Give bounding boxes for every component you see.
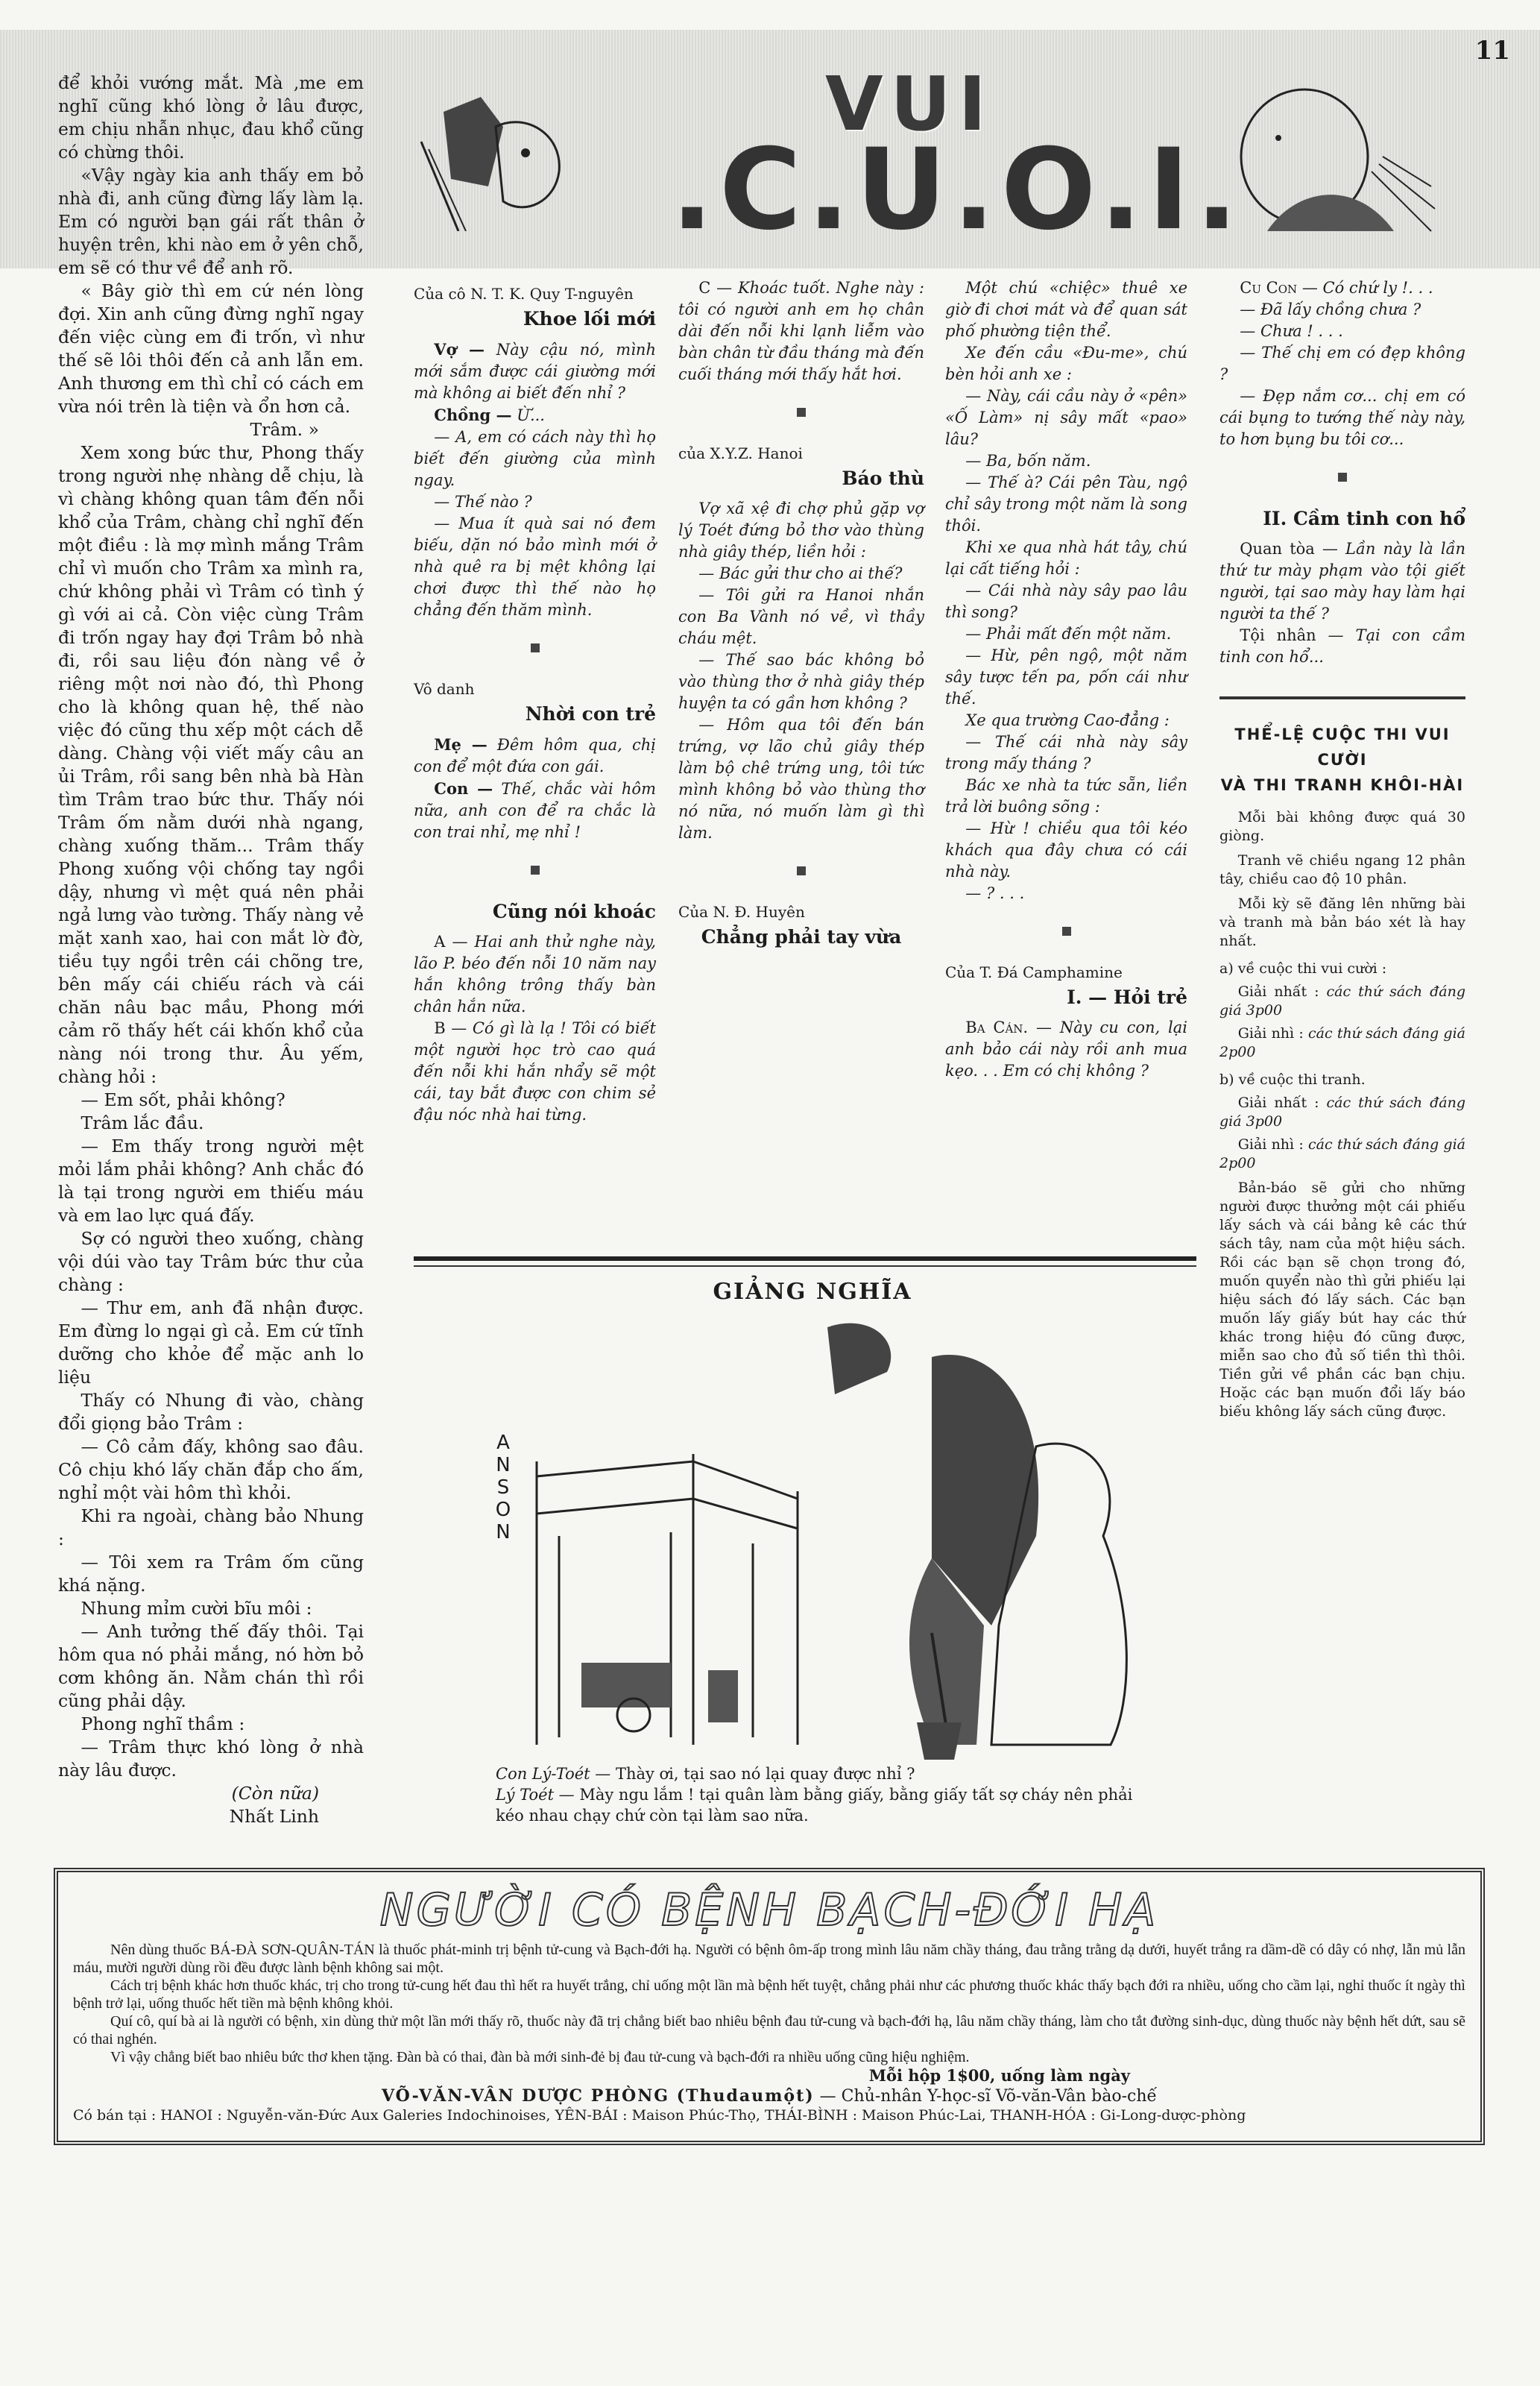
- continued-note: (Còn nữa): [231, 1783, 319, 1804]
- ad-body: [58, 1941, 1480, 2066]
- prize-text: các thứ sách đáng giá 3p00: [1219, 983, 1466, 1019]
- ad-paragraph: Quí cô, quí bà ai là người có bệnh, xin dùng thử một lần mới thấy rõ, thuốc này đã trị chẳng biết bao nhiêu bệnh đau tử-cung và bạch-đới hạ, lâu năm chầy tháng, làm cho tắt đường sinh-dục, dùng thuốc này bệnh hết dứt, sau sẽ có thai nghén.: [73, 2013, 1465, 2047]
- rules-paragraph: Bản-báo sẽ gửi cho những người được thưởng một cái phiếu lấy sách và cái bảng kê các thứ sách tây, nam của một hiệu sách. Rồi các bạn sẽ chọn trong đó, muốn quyển nào thì gửi phiếu lại hiệu sách đó lấy sách. Các bạn muốn lấy giấy bút hay các thứ khác trong hiệu đó cũng được, miễn sao cho đủ số tiền thì thôi. Tiền gửi về phần các bạn chịu. Hoặc các bạn muốn đổi lấy báo biếu không lấy sách cũng được.: [1219, 1180, 1465, 1420]
- joke-title: Báo thù: [842, 468, 924, 489]
- story-paragraph: — Cô cảm đấy, không sao đâu. Cô chịu khó lấy chăn đắp cho ấm, nghỉ một vài hôm thì khỏi.: [58, 1436, 364, 1503]
- speaker: C —: [698, 279, 733, 297]
- ad-paragraph: Nên dùng thuốc BÁ-ĐÀ SƠN-QUÂN-TÁN là thuốc phát-minh trị bệnh tử-cung và Bạch-đới hạ. Người có bệnh ôm-ấp trong mình lâu năm chầy tháng, đau trằng trằng dạ dưới, huyết trắng ra dầm-dề có dây có nhợ, lẫn mủ lẫn máu, mười người dùng rồi đều được lành bệnh không sai một.: [73, 1942, 1465, 1976]
- joke-title: II. Cầm tinh con hổ: [1263, 508, 1465, 529]
- ad-retailers: Có bán tại : HANOI : Nguyễn-văn-Đức Aux Galeries Indochinoises, YÊN-BÁI : Maison Phúc-Thọ, THÁI-BÌNH : Maison Phúc-Lai, THANH-HÓA : Gi-Long-dược-phòng: [73, 2107, 1246, 2124]
- caption-line: Mày ngu lắm ! tại quân làm bằng giấy, bằng giấy tất sợ cháy nên phải kéo nhau chạy chứ còn tại làm sao nữa.: [496, 1786, 1133, 1825]
- joke-line: Có gì là lạ ! Tôi có biết một người học trò cao quá đến nỗi khi hắn nhẩy sẽ một cái, tay bắt được con chim sẻ đậu nóc nhà hai từng.: [414, 1019, 656, 1124]
- joke-byline: Của cô N. T. K. Quy T-nguyên: [414, 285, 634, 303]
- rules-section-heading: a) về cuộc thi vui cười :: [1219, 960, 1387, 977]
- joke-line: Thế, chắc vài hôm nữa, anh con để ra chắc là con trai nhỉ, mẹ nhỉ !: [414, 780, 656, 841]
- joke-line: Tại con cầm tinh con hổ...: [1219, 626, 1465, 666]
- section-title-main: .C.U.O.I.: [671, 125, 1244, 255]
- joke-byline: Vô danh: [414, 680, 475, 698]
- joke-line: — Phải mất đến một năm.: [965, 625, 1172, 643]
- story-paragraph: Sợ có người theo xuống, chàng vội dúi vào tay Trâm bức thư của chàng :: [58, 1228, 364, 1295]
- speaker: Chồng —: [434, 406, 512, 424]
- joke-line: — Đã lấy chồng chưa ?: [1240, 300, 1421, 318]
- joke-line: — Hôm qua tôi đến bán trứng, vợ lão chủ giây thép làm bộ chê trứng ung, tôi tức mình không bỏ vào thùng thơ nó nữa, nó muốn làm gì thì làm.: [678, 716, 924, 842]
- joke-title: I. — Hỏi trẻ: [1067, 986, 1187, 1008]
- joke-line: Lần này là lần thứ tư mày phạm vào tội giết người, tại sao mày hay làm hại người ta thế ?: [1219, 540, 1465, 623]
- joke-line: — Hừ, pên ngộ, một năm sây tược tến pa, pốn cái như thế.: [945, 646, 1187, 708]
- caption-speaker: Lý Toét —: [496, 1786, 575, 1804]
- speaker: A —: [434, 933, 468, 951]
- story-paragraph: Nhung mỉm cười bĩu môi :: [81, 1598, 312, 1619]
- joke-line: — Này, cái cầu này ở «pên» «Ố Làm» nị sây mất «pao» lâu?: [945, 387, 1187, 448]
- joke-line: Vợ xã xệ đi chợ phủ gặp vợ lý Toét đứng bỏ thơ vào thùng nhà giây thép, liền hỏi :: [678, 500, 924, 561]
- page-number: 11: [1474, 36, 1510, 66]
- jokes-column-1: [414, 277, 656, 1126]
- contest-rules-title: [1219, 722, 1465, 798]
- rules-paragraph: Mỗi kỳ sẽ đăng lên những bài và tranh mà bản báo xét là hay nhất.: [1219, 895, 1465, 949]
- story-paragraph: — Anh tưởng thế đấy thôi. Tại hôm qua nó phải mắng, nó hờn bỏ cơm không ăn. Nằm chán thì rồi cũng phải dậy.: [58, 1621, 364, 1711]
- joke-line: — Mua ít quà sai nó đem biếu, dặn nó bảo mình mới ở nhà quê ra bị mệt không lại chơi được thì thế nào họ chẳng đến thăm mình.: [414, 514, 656, 619]
- joke-line: Này cậu nó, mình mới sắm được cái giường mới mà không ai biết đến nhỉ ?: [414, 341, 656, 402]
- joke-line: — Đẹp nắm cơ... chị em có cái bụng to tướng thế này này, to hơn bụng bu tôi cơ...: [1219, 387, 1465, 448]
- contest-rules-title-line: THỂ-LỆ CUỘC THI VUI CƯỜI: [1234, 725, 1451, 769]
- joke-line: — Thế cái nhà này sây trong mấy tháng ?: [945, 733, 1187, 772]
- separator-dingbat: [414, 639, 656, 661]
- speaker: Mẹ —: [434, 735, 487, 754]
- story-paragraph: Phong nghĩ thầm :: [81, 1713, 245, 1734]
- cartoon-top-rule: [414, 1256, 1196, 1261]
- prize-text: các thứ sách đáng giá 2p00: [1219, 1136, 1465, 1171]
- joke-line: — Ba, bốn năm.: [965, 452, 1091, 470]
- prize-text: các thứ sách đáng giá 3p00: [1219, 1095, 1466, 1130]
- separator-dingbat: [414, 861, 656, 883]
- joke-line: — Bác gửi thư cho ai thế?: [698, 564, 903, 582]
- separator-dingbat: [678, 862, 924, 884]
- prize-text: các thứ sách đáng giá 2p00: [1219, 1025, 1465, 1060]
- advertisement-box: [54, 1868, 1485, 2145]
- speaker: Cu Con —: [1240, 279, 1318, 297]
- rules-section-heading: b) về cuộc thi tranh.: [1219, 1071, 1366, 1088]
- joke-line: Xe đến cầu «Đu-me», chú bèn hỏi anh xe :: [945, 344, 1187, 383]
- separator-dingbat: [678, 403, 924, 425]
- joke-line: Khoác tuốt. Nghe này : tôi có người anh em họ chân dài đến nỗi khi lạnh liễm vào bàn chân từ đầu tháng mà đến cuối tháng mới thấy hắt hơi.: [678, 279, 924, 383]
- story-paragraph: — Tôi xem ra Trâm ốm cũng khá nặng.: [58, 1552, 364, 1596]
- letter-signature: Trâm. »: [250, 419, 319, 440]
- prize-label: Giải nhất :: [1237, 983, 1319, 1000]
- story-paragraph: Khi ra ngoài, chàng bảo Nhung :: [58, 1505, 364, 1549]
- ad-paragraph: Vì vậy chẳng biết bao nhiêu bức thơ khen tặng. Đàn bà có thai, đàn bà mới sinh-đẻ bị đau tử-cung và bạch-đới ra nhiều uống cũng hiệu nghiệm.: [110, 2049, 970, 2065]
- joke-line: — Chưa ! . . .: [1240, 322, 1343, 340]
- rules-paragraph: Mỗi bài không được quá 30 giòng.: [1219, 809, 1465, 844]
- joke-line: — ? . . .: [965, 884, 1025, 902]
- cartoon-illustration: [514, 1312, 1155, 1760]
- speaker: Vợ —: [434, 340, 485, 359]
- separator-dingbat: [945, 922, 1187, 944]
- story-paragraph: — Em thấy trong người mệt mỏi lắm phải không? Anh chắc đó là tại trong người em thiếu máu và em lao lực quá đấy.: [58, 1136, 364, 1226]
- ad-price: Mỗi hộp 1$00, uống làm ngày: [868, 2066, 1130, 2085]
- story-paragraph: — Thư em, anh đã nhận được. Em đừng lo ngại gì cả. Em cứ tĩnh dưỡng cho khỏe để mặc anh lo liệu: [58, 1297, 364, 1388]
- header-cartoon-right: [1222, 82, 1446, 239]
- joke-line: Có chứ ly !. . .: [1322, 279, 1433, 297]
- rules-paragraph: Tranh vẽ chiều ngang 12 phân tây, chiều cao độ 10 phân.: [1219, 852, 1465, 887]
- ad-paragraph: Cách trị bệnh khác hơn thuốc khác, trị cho trong tử-cung hết đau thì hết ra huyết trắng, chỉ uống một lần mà bệnh hết tuyệt, chẳng phải như các phương thuốc khác thấy bạch đới ra nhiều, uống cho cầm lại, nghỉ thuốc ít ngày thì bệnh trở lại, uống thuốc hết tiền mà bệnh không khỏi.: [73, 1977, 1465, 2012]
- joke-title: Nhời con trẻ: [525, 703, 656, 725]
- section-title-top: VUI: [825, 60, 994, 148]
- story-paragraph: Thấy có Nhung đi vào, chàng đổi giọng bảo Trâm :: [58, 1390, 364, 1434]
- contest-rules-body: [1219, 808, 1465, 1421]
- section-divider: [1219, 696, 1465, 699]
- cartoon-caption: [496, 1763, 1152, 1826]
- joke-line: — Tôi gửi ra Hanoi nhắn con Ba Vành nó về, vì thầy cháu mệt.: [678, 586, 924, 647]
- joke-line: — Hừ ! chiều qua tôi kéo khách qua đây chưa có cái nhà này.: [945, 819, 1187, 881]
- joke-line: Một chú «chiệc» thuê xe giờ đi chơi mát và để quan sát phố phường tiện thể.: [945, 279, 1187, 340]
- joke-byline: của X.Y.Z. Hanoi: [678, 444, 803, 462]
- speaker: Con —: [434, 779, 493, 798]
- joke-byline: Của N. Đ. Huyên: [678, 903, 805, 921]
- cartoon-title: GIẢNG NGHĨA: [713, 1279, 912, 1305]
- story-paragraph: Trâm lắc đầu.: [81, 1112, 204, 1133]
- story-paragraph: Xem xong bức thư, Phong thấy trong người nhẹ nhàng dễ chịu, là vì chàng không quan tâm đến nỗi khổ của Trâm, chàng chỉ nghĩ đến một điều : là mợ mình mắng Trâm chỉ vì muốn cho Trâm xa mình ra, chứ không phải vì Trâm có tình ý gì với ai cả. Còn việc cùng Trâm đi trốn ngay hay đợi Trâm bỏ nhà đi, rồi sau liệu đón nàng về ở riêng một nơi nào đó, thì Phong cho là không quan hệ, thế nào việc đó cũng thu xếp một cách dễ dàng. Chàng vội viết mấy câu an ủi Trâm, rồi sang bên nhà bà Hàn tìm Trâm trao bức thư. Thấy nói Trâm ốm nằm dưới nhà ngang, chàng xuống thăm... Trâm thấy Phong xuống vội chống tay ngồi dậy, nhưng vì mệt quá nên phải ngả lưng vào tường. Thấy nàng vẻ mặt xanh xao, hai con mắt lờ đờ, tiều tụy ngồi trên cái chõng tre, bên mấy cái chiếu rách và cái chăn nâu bạc mầu, Phong mới cảm rõ thấy hết cái khốn khổ của nàng nói trong thư. Âu yếm, chàng hỏi :: [58, 442, 364, 1087]
- cartoon-top-rule-thin: [414, 1265, 1196, 1267]
- joke-line: Hai anh thử nghe này, lão P. béo đến nỗi 10 năm nay hắn không trông thấy bàn chân hắn nữa.: [414, 933, 656, 1016]
- speaker: Tội nhân —: [1240, 626, 1344, 644]
- speaker: Ba Cán. —: [965, 1019, 1052, 1036]
- story-author: Nhất Linh: [229, 1806, 319, 1827]
- prize-label: Giải nhất :: [1237, 1095, 1319, 1111]
- joke-line: — Thế nào ?: [434, 493, 532, 511]
- jokes-column-3: [945, 277, 1187, 1082]
- joke-title: Khoe lối mới: [523, 308, 656, 330]
- caption-speaker: Con Lý-Toét —: [496, 1765, 611, 1783]
- story-paragraph: « Bây giờ thì em cứ nén lòng đợi. Xin anh cũng đừng nghĩ ngay đến việc cùng em đi trốn, vì như thế sẽ lôi thôi đến cả anh lẫn em. Anh thương em thì chỉ có cách em vừa nói trên là tiện và ổn hơn cả.: [58, 280, 364, 417]
- header-cartoon-left: [414, 82, 608, 231]
- ad-headline: NGƯỜI CÓ BỆNH BẠCH-ĐỚI HẠ: [379, 1884, 1159, 1936]
- jokes-column-4: [1219, 277, 1465, 1421]
- joke-line: Ừ...: [517, 406, 545, 424]
- ad-maker-owner: — Chủ-nhân Y-học-sĩ Võ-văn-Vân bào-chế: [819, 2087, 1158, 2106]
- joke-line: — Thế à? Cái pên Tàu, ngộ chỉ sây trong một năm là song thôi.: [945, 473, 1187, 535]
- ad-maker-name: VÕ-VĂN-VÂN DƯỢC PHÒNG (Thudaumột): [381, 2086, 815, 2106]
- cartoon-signature: ANSON: [495, 1432, 511, 1543]
- joke-line: Xe qua trường Cao-đẳng :: [965, 711, 1170, 729]
- joke-line: Này cu con, lại anh bảo cái này rồi anh mua kẹo. . . Em có chị không ?: [945, 1019, 1187, 1080]
- joke-line: Bác xe nhà ta tức sẵn, liền trả lời buông sõng :: [945, 776, 1187, 816]
- speaker: B —: [434, 1019, 467, 1037]
- joke-line: — Thế chị em có đẹp không ?: [1219, 344, 1465, 383]
- story-paragraph: — Em sốt, phải không?: [81, 1089, 285, 1110]
- story-paragraph: — Trâm thực khó lòng ở nhà này lâu được.: [58, 1737, 364, 1781]
- separator-dingbat: [1219, 468, 1465, 490]
- prize-label: Giải nhì :: [1237, 1025, 1304, 1042]
- contest-rules-title-line: VÀ THI TRANH KHÔI-HÀI: [1220, 776, 1465, 794]
- joke-line: Đêm hôm qua, chị con để một đứa con gái.: [414, 736, 656, 775]
- speaker: Quan tòa —: [1240, 540, 1338, 558]
- ad-maker: [58, 2086, 1480, 2106]
- jokes-column-2: [678, 277, 924, 957]
- joke-line: — Cái nhà này sây pao lâu thì song?: [945, 582, 1187, 621]
- joke-title: Chẳng phải tay vừa: [701, 926, 902, 948]
- joke-title: Cũng nói khoác: [492, 901, 656, 922]
- joke-byline: Của T. Đá Camphamine: [945, 963, 1123, 981]
- prize-label: Giải nhì :: [1237, 1136, 1304, 1153]
- story-column: [58, 72, 364, 1828]
- story-paragraph: «Vậy ngày kia anh thấy em bỏ nhà đi, anh cũng đừng lấy làm lạ. Em có người bạn gái rất thân ở huyện trên, khi nào em ở yên chỗ, em sẽ có thư về để anh rõ.: [58, 165, 364, 278]
- caption-line: Thày ơi, tại sao nó lại quay được nhỉ ?: [615, 1765, 915, 1783]
- joke-line: — Thế sao bác không bỏ vào thùng thơ ở nhà giây thép huyện ta có gần hơn không ?: [678, 651, 924, 712]
- joke-line: Khi xe qua nhà hát tây, chú lại cất tiếng hỏi :: [945, 538, 1187, 578]
- joke-line: — A, em có cách này thì họ biết đến giường của mình ngay.: [414, 428, 656, 489]
- story-paragraph: để khỏi vướng mắt. Mà ,me em nghĩ cũng khó lòng ở lâu được, em chịu nhẫn nhục, đau khổ cũng có chừng thôi.: [58, 72, 364, 163]
